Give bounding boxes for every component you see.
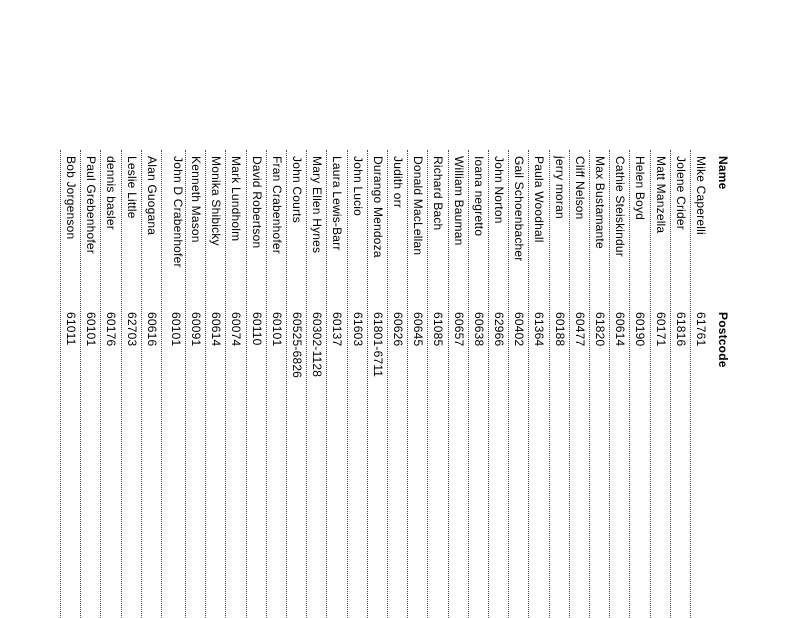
postcode-column-header: Postcode bbox=[716, 312, 730, 368]
table-row bbox=[225, 150, 245, 618]
postcode-cell: 60137 bbox=[330, 312, 345, 347]
row-divider bbox=[306, 150, 307, 618]
postcode-cell: 60188 bbox=[552, 312, 567, 347]
postcode-cell: 61816 bbox=[673, 312, 688, 347]
postcode-cell: 60626 bbox=[391, 312, 405, 347]
postcode-cell: 61011 bbox=[64, 312, 78, 346]
table-row bbox=[286, 150, 306, 618]
table-row bbox=[387, 150, 407, 618]
row-divider bbox=[205, 150, 206, 618]
row-divider bbox=[690, 150, 691, 618]
name-cell: Paul Grebenhofer bbox=[84, 156, 99, 254]
row-divider bbox=[549, 150, 550, 618]
table-row bbox=[589, 150, 609, 618]
postcode-cell: 60477 bbox=[572, 312, 587, 347]
table-row bbox=[185, 150, 205, 618]
table-row bbox=[690, 150, 710, 618]
row-divider bbox=[569, 150, 570, 618]
name-cell: Mary Ellen Hynes bbox=[310, 156, 325, 254]
name-cell: David Robertson bbox=[249, 156, 264, 249]
table-row bbox=[569, 150, 589, 618]
postcode-cell: 61364 bbox=[532, 312, 547, 347]
postcode-cell: 60190 bbox=[633, 312, 648, 347]
name-cell: Matt Manzella bbox=[653, 156, 668, 234]
postcode-cell: 61801-6711 bbox=[370, 312, 385, 378]
name-cell: Alan Guogana bbox=[144, 156, 159, 236]
name-postcode-table bbox=[62, 150, 732, 618]
name-cell: dennis basler bbox=[104, 156, 119, 230]
row-divider bbox=[670, 150, 671, 618]
postcode-cell: 60614 bbox=[209, 312, 224, 347]
table-row bbox=[141, 150, 161, 618]
table-row bbox=[205, 150, 225, 618]
row-divider bbox=[225, 150, 226, 618]
name-cell: Fran Crabenhofer bbox=[269, 156, 284, 254]
name-cell: Paula Woodhall bbox=[532, 156, 547, 243]
row-divider bbox=[367, 150, 368, 618]
postcode-cell: 60638 bbox=[471, 312, 486, 347]
table-row bbox=[266, 150, 286, 618]
name-cell: Gail Schoenbacher bbox=[512, 156, 527, 262]
row-divider bbox=[448, 150, 449, 618]
postcode-cell: 62966 bbox=[492, 312, 506, 347]
row-divider bbox=[488, 150, 489, 618]
row-divider bbox=[185, 150, 186, 618]
table-row bbox=[161, 150, 185, 618]
row-divider bbox=[407, 150, 408, 618]
table-row bbox=[528, 150, 548, 618]
name-column-header: Name bbox=[716, 156, 730, 190]
postcode-cell: 60171 bbox=[653, 312, 668, 347]
postcode-cell: 60074 bbox=[229, 312, 244, 347]
table-row bbox=[326, 150, 346, 618]
table-row bbox=[121, 150, 141, 618]
name-cell: Judith orr bbox=[391, 156, 405, 209]
name-cell: Laura Lewis-Barr bbox=[330, 156, 345, 251]
row-divider bbox=[286, 150, 287, 618]
table-row bbox=[508, 150, 528, 618]
name-cell: Max Bustamante bbox=[593, 156, 607, 249]
name-cell: Mike Caperelli bbox=[694, 156, 708, 235]
postcode-cell: 60101 bbox=[84, 312, 99, 347]
name-cell: Jolene Crider bbox=[673, 156, 688, 230]
row-divider bbox=[347, 150, 348, 618]
table-row bbox=[629, 150, 649, 618]
postcode-cell: 60176 bbox=[104, 312, 119, 347]
postcode-cell: 60402 bbox=[512, 312, 527, 347]
row-divider bbox=[629, 150, 630, 618]
postcode-cell: 60110 bbox=[249, 312, 264, 346]
table-row bbox=[100, 150, 120, 618]
table-row bbox=[468, 150, 488, 618]
table-row bbox=[60, 150, 80, 618]
postcode-cell: 60645 bbox=[411, 312, 426, 347]
table-row bbox=[306, 150, 326, 618]
table-row bbox=[427, 150, 447, 618]
postcode-cell: 60302-1128 bbox=[310, 312, 325, 378]
postcode-cell: 60616 bbox=[144, 312, 159, 347]
name-cell: Mark Lundholm bbox=[229, 156, 244, 242]
table-row bbox=[549, 150, 569, 618]
name-cell: Ioana negretto bbox=[471, 156, 486, 237]
postcode-cell: 60091 bbox=[189, 312, 203, 347]
name-cell: Kenneth Mason bbox=[189, 156, 203, 243]
postcode-cell: 60657 bbox=[451, 312, 466, 347]
table-row bbox=[347, 150, 367, 618]
name-cell: John D Crabenhofer bbox=[170, 156, 185, 268]
name-cell: William Bauman bbox=[451, 156, 466, 246]
postcode-cell: 62703 bbox=[124, 312, 139, 347]
table-row bbox=[407, 150, 427, 618]
name-cell: Monika Shibicky bbox=[209, 156, 224, 246]
postcode-cell: 60101 bbox=[269, 312, 284, 347]
row-divider bbox=[246, 150, 247, 618]
postcode-cell: 61603 bbox=[350, 312, 365, 347]
name-cell: Helen Boyd bbox=[633, 156, 648, 221]
row-divider bbox=[589, 150, 590, 618]
name-cell: John Lucio bbox=[350, 156, 365, 217]
table-row bbox=[246, 150, 266, 618]
row-divider bbox=[468, 150, 469, 618]
name-cell: Richard Bach bbox=[431, 156, 446, 231]
row-divider bbox=[141, 150, 142, 618]
row-divider bbox=[528, 150, 529, 618]
table-row bbox=[609, 150, 629, 618]
row-divider bbox=[427, 150, 428, 618]
name-cell: Donald MacLellan bbox=[411, 156, 426, 256]
name-cell: Cathie Steiskindur bbox=[613, 156, 628, 257]
table-row bbox=[670, 150, 690, 618]
postcode-cell: 60525-6826 bbox=[290, 312, 304, 379]
postcode-cell: 60614 bbox=[613, 312, 628, 347]
row-divider bbox=[508, 150, 509, 618]
postcode-cell: 61085 bbox=[431, 312, 446, 347]
row-divider bbox=[326, 150, 327, 618]
name-cell: John Courts bbox=[290, 156, 304, 223]
row-divider bbox=[121, 150, 122, 618]
row-divider bbox=[60, 150, 61, 618]
postcode-cell: 61820 bbox=[593, 312, 607, 347]
table-row bbox=[80, 150, 100, 618]
name-cell: Leslie Little bbox=[124, 156, 139, 219]
row-divider bbox=[609, 150, 610, 618]
name-cell: John Norton bbox=[492, 156, 506, 224]
table-header bbox=[712, 150, 732, 618]
name-cell: Cliff Nelson bbox=[572, 156, 587, 220]
row-divider bbox=[650, 150, 651, 618]
table-row bbox=[448, 150, 468, 618]
row-divider bbox=[161, 150, 162, 618]
table-row bbox=[367, 150, 387, 618]
row-divider bbox=[100, 150, 101, 618]
name-cell: Bob Jorgenson bbox=[64, 156, 78, 240]
row-divider bbox=[266, 150, 267, 618]
row-divider bbox=[387, 150, 388, 618]
name-cell: Durango Mendoza bbox=[370, 156, 385, 258]
table-row bbox=[650, 150, 670, 618]
table-row bbox=[488, 150, 508, 618]
postcode-cell: 61761 bbox=[694, 312, 708, 347]
name-cell: jerry moran bbox=[552, 156, 567, 219]
row-divider bbox=[80, 150, 81, 618]
postcode-cell: 60101 bbox=[168, 312, 183, 347]
